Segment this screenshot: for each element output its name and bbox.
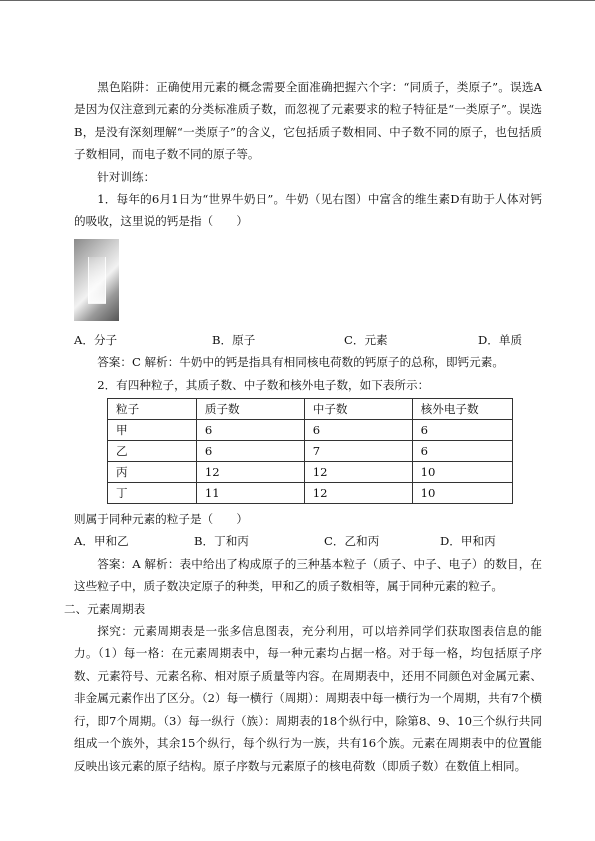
table-cell: 12 xyxy=(304,462,412,483)
table-header-cell: 核外电子数 xyxy=(412,399,512,420)
milk-glass-icon xyxy=(88,257,106,304)
table-cell: 11 xyxy=(196,483,304,504)
table-row xyxy=(108,462,513,483)
table-cell: 6 xyxy=(304,420,412,441)
top-rule xyxy=(0,0,595,1)
table-cell: 6 xyxy=(196,441,304,462)
question-1-text: 1．每年的6月1日为“世界牛奶日”。牛奶（见右图）中富含的维生素D有助于人体对钙的吸收，这里说的钙是指（ ） xyxy=(74,192,542,229)
section-2-body: 探究：元素周期表是一张多信息图表，充分利用，可以培养同学们获取图表信息的能力。（1）每一格：在元素周期表中，每一种元素均占据一格。对于每一格，均包括原子序数、元素符号、元素名称、相对原子质量等内容。在周期表中，还用不同颜色对金属元素、非金属元素作出了区分。（2）每一横行（周期）：周期表中每一横行为一个周期，共有7个横行，即7个周期。（3）每一纵行（族）：周期表的18个纵行中，除第8、9、10三个纵行共同组成一个族外，其余15个纵行，每个纵行为一族，共有16个族。元素在周期表中的位置能反映出该元素的原子结构。原子序数与元素原子的核电荷数（即质子数）在数值上相同。 xyxy=(74,624,542,773)
table-cell: 12 xyxy=(304,483,412,504)
q1-option-d: D．单质 xyxy=(478,332,523,347)
q2-option-b: B．丁和丙 xyxy=(194,534,249,549)
milk-photo xyxy=(74,239,119,321)
table-cell: 6 xyxy=(412,420,512,441)
q1-option-b: B．原子 xyxy=(212,332,256,347)
table-header-cell: 质子数 xyxy=(196,399,304,420)
question-2-answer: 答案：A 解析：表中给出了构成原子的三种基本粒子（质子、中子、电子）的数目，在这些粒子中，质子数决定原子的种类，甲和乙的质子数相等，属于同种元素的粒子。 xyxy=(74,556,542,594)
table-row xyxy=(108,441,513,462)
question-1-options xyxy=(74,329,542,351)
trap-paragraph: 黑色陷阱：正确使用元素的概念需要全面准确把握六个字：“同质子，类原子”。误选A是因为仅注意到元素的分类标准质子数，而忽视了元素要求的粒子特征是“一类原子”。误选B，是没有深刻理解“一类原子”的含义，它包括质子数相同、中子数不同的原子，也包括质子数相同，而电子数不同的原子等。 xyxy=(74,80,542,162)
q2-option-c: C．乙和丙 xyxy=(324,534,380,549)
document-body xyxy=(64,76,542,777)
table-header-cell: 粒子 xyxy=(108,399,197,420)
table-cell: 丙 xyxy=(108,462,197,483)
table-cell: 6 xyxy=(196,420,304,441)
table-cell: 甲 xyxy=(108,420,197,441)
q1-option-a: A．分子 xyxy=(74,332,118,347)
table-header-row xyxy=(108,399,513,420)
table-cell: 12 xyxy=(196,462,304,483)
question-1-answer: 答案：C 解析：牛奶中的钙是指具有相同核电荷数的钙原子的总称，即钙元素。 xyxy=(97,355,504,370)
table-cell: 乙 xyxy=(108,441,197,462)
table-cell: 7 xyxy=(304,441,412,462)
particle-table xyxy=(107,398,513,504)
q2-option-a: A．甲和乙 xyxy=(74,534,129,549)
question-2-options xyxy=(74,530,542,552)
table-row xyxy=(108,483,513,504)
table-cell: 10 xyxy=(412,483,512,504)
table-cell: 6 xyxy=(412,441,512,462)
q1-option-c: C．元素 xyxy=(344,332,388,347)
table-header-cell: 中子数 xyxy=(304,399,412,420)
table-cell: 丁 xyxy=(108,483,197,504)
table-row xyxy=(108,420,513,441)
q2-option-d: D．甲和丙 xyxy=(440,534,496,549)
question-2-text: 2．有四种粒子，其质子数、中子数和核外电子数，如下表所示： xyxy=(97,377,430,392)
practice-heading: 针对训练： xyxy=(97,169,156,184)
table-cell: 10 xyxy=(412,462,512,483)
section-2-heading: 二、元素周期表 xyxy=(64,601,146,616)
question-2-stem: 则属于同种元素的粒子是（ ） xyxy=(74,512,248,527)
